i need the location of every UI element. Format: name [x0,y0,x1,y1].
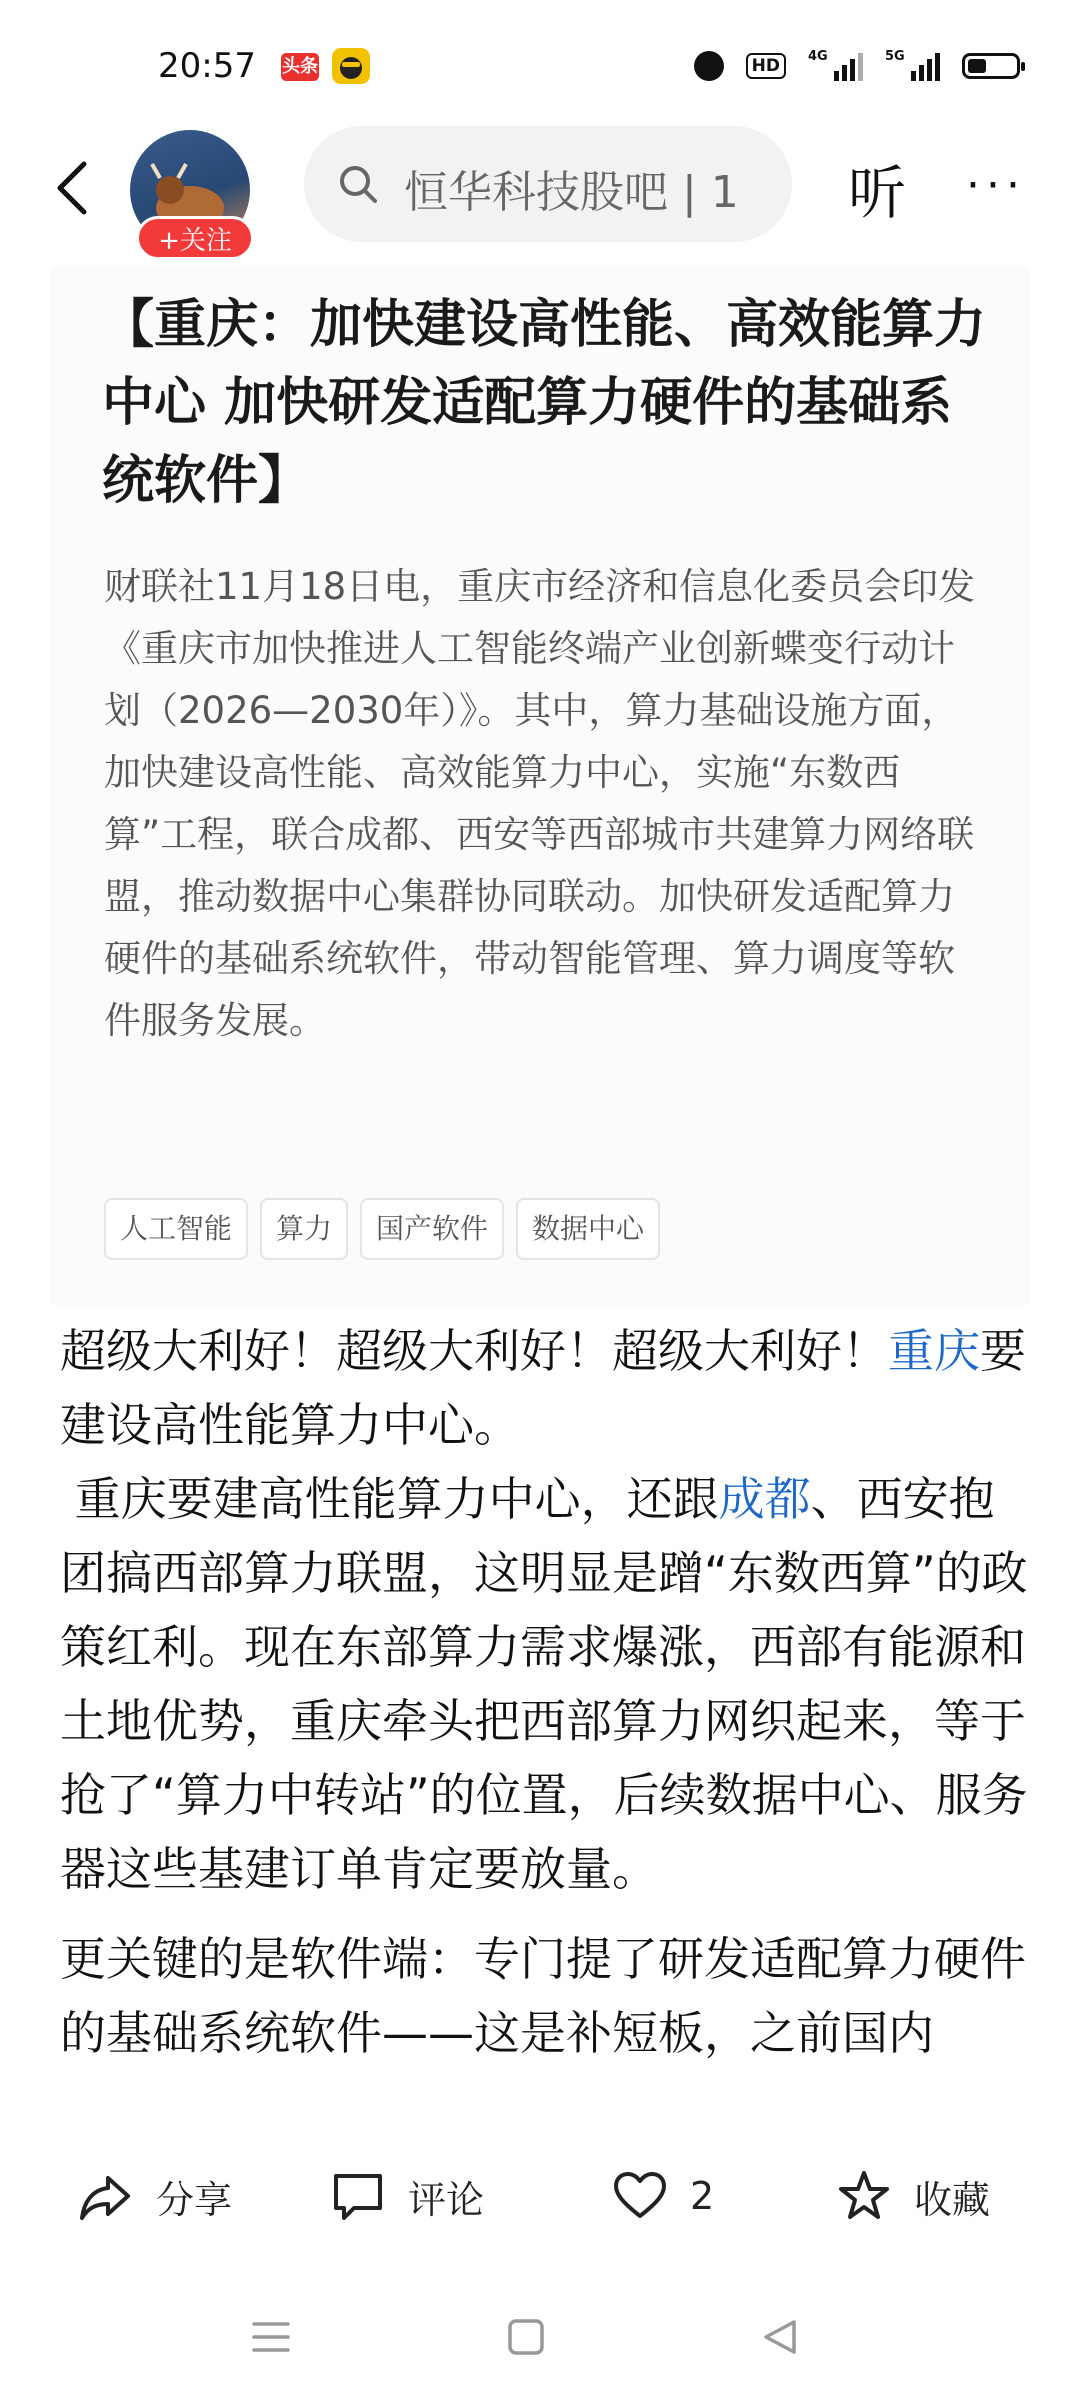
system-nav-bar [0,2270,1080,2400]
bottom-action-bar [0,2120,1080,2270]
article-viewport [0,1314,1080,2120]
menu-icon[interactable] [250,2316,292,2358]
like-count: 2 [690,2174,715,2218]
news-card-body: 财联社11月18日电，重庆市经济和信息化委员会印发《重庆市加快推进人工智能终端产业创新蝶变行动计划（2026—2030年）》。其中，算力基础设施方面，加快建设高性能、高效能算力中心，实施“东数西算”工程，联合成都、西安等西部城市共建算力网络联盟，推动数据中心集群协同联动。加快研发适配算力硬件的基础系统软件，带动智能管理、算力调度等软件服务发展。 [104,565,976,1042]
tag-chip[interactable]: 人工智能 [104,1198,248,1260]
news-card-tags [104,1198,660,1260]
share-icon [78,2168,134,2224]
news-card-title: 【重庆：加快建设高性能、高效能算力中心 加快研发适配算力硬件的基础系统软件】 [102,294,987,511]
status-bar [0,0,1080,120]
tag-chip[interactable]: 国产软件 [360,1198,504,1260]
battery-icon [962,53,1020,79]
share-label: 分享 [156,2177,233,2222]
battery-level [968,59,986,73]
favorite-button[interactable] [836,2168,990,2224]
follow-button[interactable]: +关注 [136,216,254,260]
news-card[interactable] [50,266,1030,1306]
hd-icon: HD [746,53,786,79]
star-icon [836,2168,892,2224]
post-paragraph: 超级大利好！超级大利好！超级大利好！重庆要建设高性能算力中心。 [60,1324,1026,1452]
author-avatar[interactable] [130,130,254,254]
chevron-left-icon [48,158,98,218]
heart-icon [612,2168,668,2224]
like-button[interactable] [612,2168,714,2224]
favorite-label: 收藏 [914,2177,991,2222]
tag-chip[interactable]: 数据中心 [516,1198,660,1260]
back-button[interactable] [48,158,98,218]
home-square-icon[interactable] [505,2316,547,2358]
post-content [60,1314,1030,2070]
comment-label: 评论 [408,2177,485,2222]
status-time: 20:57 [158,46,256,86]
topic-link-chongqing[interactable]: 重庆 [888,1324,980,1378]
signal-5g-icon: 5G [885,51,940,81]
search-placeholder: 恒华科技股吧 | 1 [404,167,739,218]
signal-4g-icon: 4G [808,51,863,81]
listen-button[interactable]: 听 [848,159,907,227]
more-options-button[interactable]: ··· [966,160,1026,211]
search-bar[interactable] [304,126,792,242]
post-paragraph: 重庆要建高性能算力中心，还跟成都、西安抱团搞西部算力联盟，这明显是蹭“东数西算”的政策红利。现在东部算力需求爆涨，西部有能源和土地优势，重庆牵头把西部算力网织起来，等于抢了“算力中转站”的位置，后续数据中心、服务器这些基建订单肯定要放量。 [60,1472,1028,1896]
comment-button[interactable] [330,2168,484,2224]
status-icons [694,46,1020,86]
tag-chip[interactable]: 算力 [260,1198,348,1260]
alarm-icon [694,51,724,81]
post-paragraph: 更关键的是软件端：专门提了研发适配算力硬件的基础系统软件——这是补短板，之前国内 [60,1932,1026,2060]
comment-icon [330,2168,386,2224]
top-header [0,120,1080,256]
toutiao-notification-icon: 头条 [280,52,320,82]
search-icon [338,164,378,204]
topic-link-chengdu[interactable]: 成都 [718,1472,811,1526]
share-button[interactable] [78,2168,232,2224]
app-notification-icon [332,48,370,84]
back-triangle-icon[interactable] [758,2316,800,2358]
